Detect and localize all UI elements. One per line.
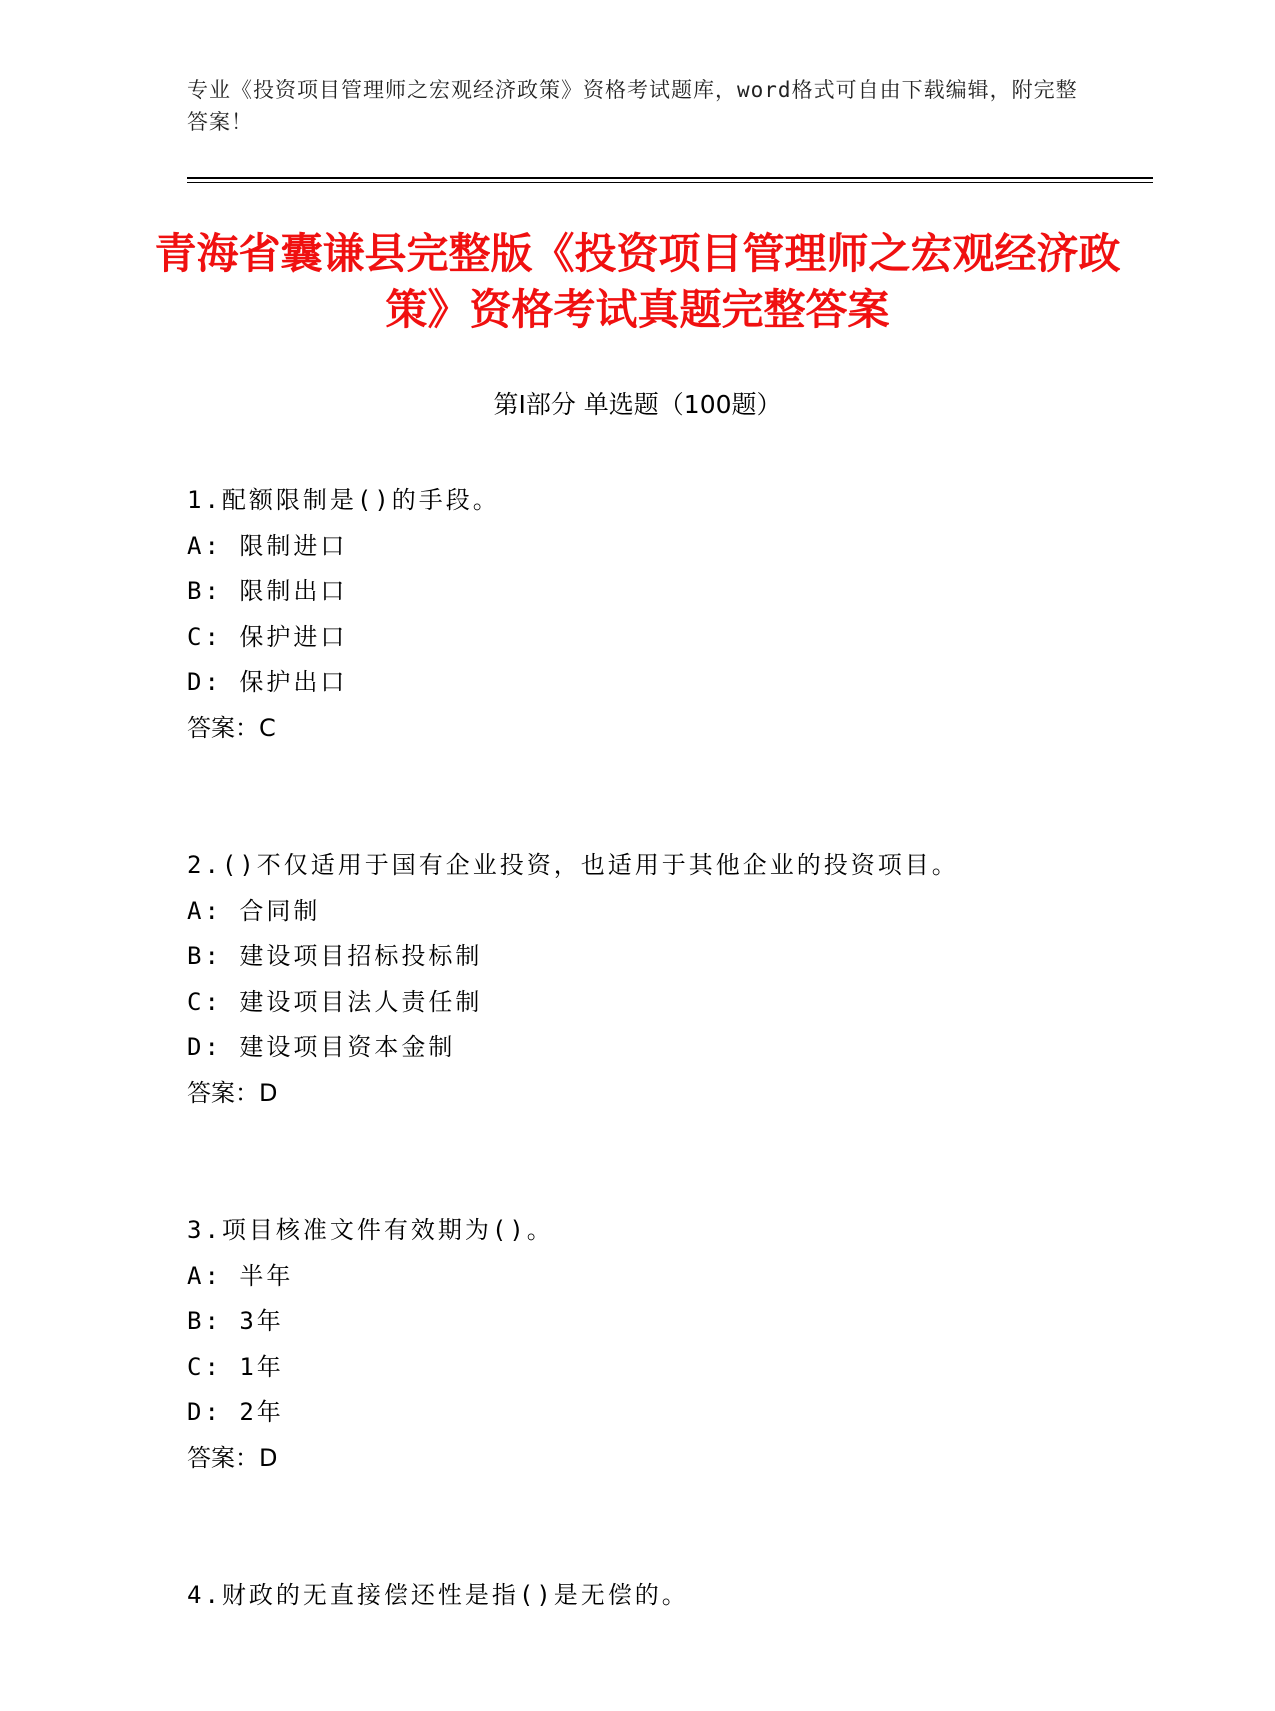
header-note: 专业《投资项目管理师之宏观经济政策》资格考试题库，word格式可自由下载编辑，附完整答案！ — [187, 78, 1078, 134]
option-a: A: 半年 — [187, 1261, 294, 1290]
question-stem: 3.项目核准文件有效期为()。 — [187, 1216, 554, 1244]
option-c: C: 1年 — [187, 1352, 284, 1381]
answer: 答案：C — [187, 713, 276, 742]
header-divider-thick — [187, 177, 1153, 179]
question-list — [187, 478, 1137, 1711]
section-heading: 第Ⅰ部分 单选题（100题） — [493, 390, 782, 419]
answer: 答案：D — [187, 1078, 278, 1107]
option-c: C: 建设项目法人责任制 — [187, 987, 483, 1016]
question-2 — [187, 843, 1137, 1116]
document-title: 青海省囊谦县完整版《投资项目管理师之宏观经济政策》资格考试真题完整答案 — [154, 229, 1121, 334]
question-stem: 4.财政的无直接偿还性是指()是无偿的。 — [187, 1581, 689, 1609]
option-d: D: 建设项目资本金制 — [187, 1033, 456, 1061]
option-d: D: 2年 — [187, 1398, 284, 1426]
question-3 — [187, 1208, 1137, 1481]
header-divider-thin — [187, 182, 1153, 183]
question-1 — [187, 478, 1137, 751]
option-a: A: 合同制 — [187, 896, 321, 925]
option-c: C: 保护进口 — [187, 622, 348, 651]
question-stem: 2.()不仅适用于国有企业投资，也适用于其他企业的投资项目。 — [187, 851, 959, 879]
answer: 答案：D — [187, 1443, 278, 1472]
question-4 — [187, 1573, 1137, 1619]
question-stem: 1.配额限制是()的手段。 — [187, 486, 500, 514]
option-b: B: 3年 — [187, 1307, 284, 1335]
option-d: D: 保护出口 — [187, 668, 348, 696]
option-b: B: 建设项目招标投标制 — [187, 942, 483, 970]
option-b: B: 限制出口 — [187, 577, 348, 605]
option-a: A: 限制进口 — [187, 531, 348, 560]
